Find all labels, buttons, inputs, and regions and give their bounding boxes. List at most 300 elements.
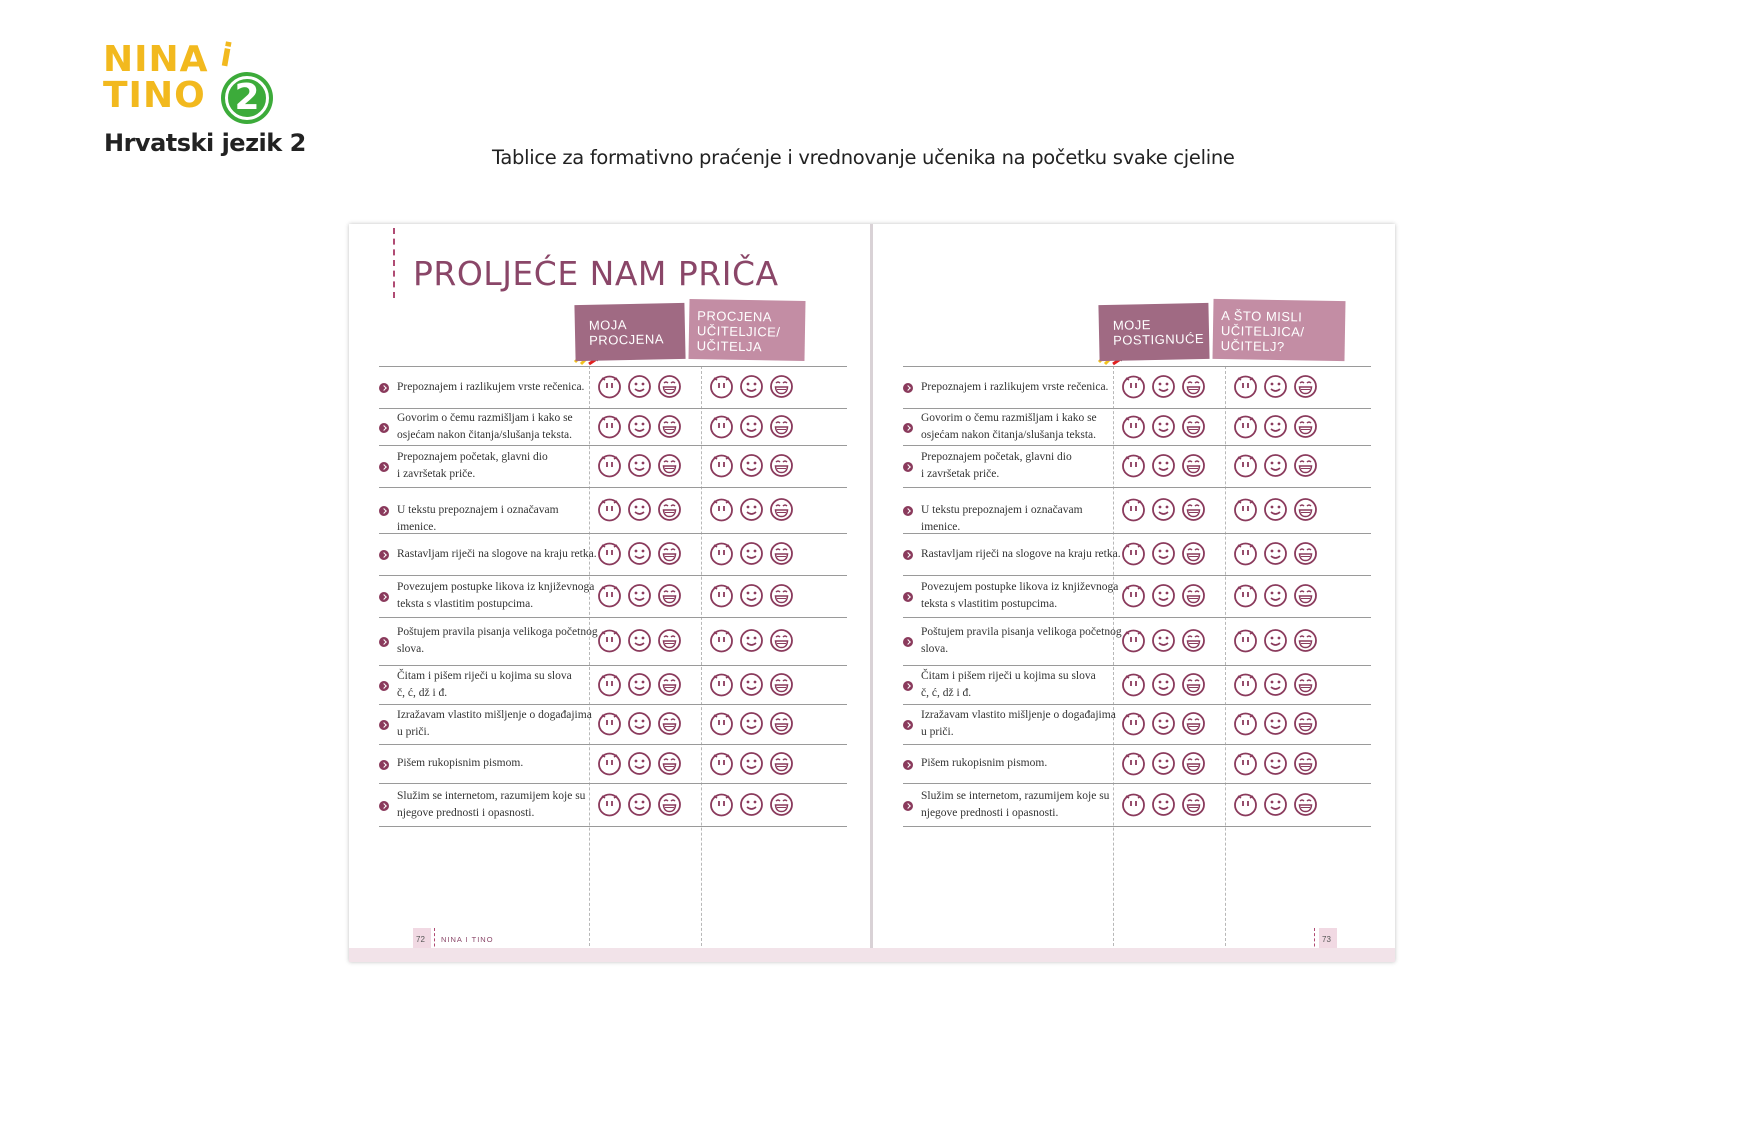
sad-face-icon[interactable]: [597, 497, 622, 522]
neutral-face-icon[interactable]: [1263, 792, 1288, 817]
teacher-assessment-faces: [1233, 792, 1318, 817]
self-assessment-faces: [1121, 541, 1206, 566]
neutral-face-icon[interactable]: [1151, 414, 1176, 439]
neutral-face-icon[interactable]: [739, 497, 764, 522]
happy-face-icon[interactable]: [769, 541, 794, 566]
row-divider: [903, 826, 1371, 827]
table-row: [903, 533, 1371, 575]
neutral-face-icon[interactable]: [739, 628, 764, 653]
row-statement-line: Pišem rukopisnim pismom.: [397, 757, 524, 769]
table-row: [379, 445, 847, 487]
neutral-face-icon[interactable]: [1263, 751, 1288, 776]
sad-face-icon[interactable]: [1233, 583, 1258, 608]
happy-face-icon[interactable]: [1293, 792, 1318, 817]
happy-face-icon[interactable]: [769, 497, 794, 522]
self-assessment-faces: [1121, 453, 1206, 478]
happy-face-icon[interactable]: [1293, 541, 1318, 566]
sad-face-icon[interactable]: [1121, 583, 1146, 608]
row-statement: [397, 788, 599, 822]
row-statement-line: i završetak priče.: [921, 468, 1000, 480]
chevron-right-circle-icon: [903, 550, 913, 560]
happy-face-icon[interactable]: [1181, 583, 1206, 608]
neutral-face-icon[interactable]: [739, 414, 764, 439]
neutral-face-icon[interactable]: [627, 414, 652, 439]
neutral-face-icon[interactable]: [627, 751, 652, 776]
sad-face-icon[interactable]: [597, 751, 622, 776]
self-assessment-faces: [597, 541, 682, 566]
teacher-assessment-faces: [709, 453, 794, 478]
footer-brand: NINA I TINO: [441, 935, 494, 944]
self-assessment-faces: [597, 497, 682, 522]
row-statement-line: Čitam i pišem riječi u kojima su slova: [397, 670, 572, 682]
neutral-face-icon[interactable]: [1263, 374, 1288, 399]
neutral-face-icon[interactable]: [627, 497, 652, 522]
happy-face-icon[interactable]: [657, 414, 682, 439]
happy-face-icon[interactable]: [657, 751, 682, 776]
sad-face-icon[interactable]: [1121, 751, 1146, 776]
happy-face-icon[interactable]: [1293, 453, 1318, 478]
row-statement-line: Prepoznajem i razlikujem vrste rečenica.: [921, 381, 1109, 393]
row-statement-line: i završetak priče.: [397, 468, 476, 480]
unit-title: PROLJEĆE NAM PRIČA: [413, 254, 779, 293]
row-statement-line: U tekstu prepoznajem i označavam imenice.: [397, 504, 559, 533]
sad-face-icon[interactable]: [1233, 453, 1258, 478]
row-statement: [397, 410, 599, 444]
header-tab-line: PROCJENA: [697, 308, 773, 325]
happy-face-icon[interactable]: [769, 672, 794, 697]
neutral-face-icon[interactable]: [739, 711, 764, 736]
row-statement: [921, 788, 1123, 822]
happy-face-icon[interactable]: [657, 374, 682, 399]
teacher-assessment-faces: [1233, 672, 1318, 697]
neutral-face-icon[interactable]: [627, 792, 652, 817]
header-tab-line: UČITELJA: [696, 338, 763, 355]
row-statement: [397, 379, 599, 396]
header-tab-line: MOJE: [1112, 317, 1152, 333]
neutral-face-icon[interactable]: [627, 583, 652, 608]
row-statement: [397, 755, 599, 772]
row-statement-line: Poštujem pravila pisanja velikoga početnog: [921, 626, 1122, 638]
chevron-right-circle-icon: [903, 383, 913, 393]
row-statement-line: slova.: [397, 643, 425, 655]
logo-badge-number: 2: [221, 72, 273, 124]
sad-face-icon[interactable]: [597, 583, 622, 608]
sad-face-icon[interactable]: [1233, 711, 1258, 736]
row-statement: [397, 668, 599, 702]
self-assessment-faces: [597, 751, 682, 776]
row-statement: [921, 410, 1123, 444]
teacher-assessment-faces: [1233, 497, 1318, 522]
sad-face-icon[interactable]: [709, 497, 734, 522]
sad-face-icon[interactable]: [1121, 672, 1146, 697]
header-tab-moja-procjena: [574, 303, 685, 361]
teacher-assessment-faces: [1233, 414, 1318, 439]
happy-face-icon[interactable]: [657, 672, 682, 697]
row-statement: [397, 546, 599, 563]
happy-face-icon[interactable]: [1181, 414, 1206, 439]
neutral-face-icon[interactable]: [1151, 497, 1176, 522]
table-row: [903, 617, 1371, 665]
row-statement-line: u priči.: [397, 726, 430, 738]
chevron-right-circle-icon: [903, 462, 913, 472]
sad-face-icon[interactable]: [1121, 711, 1146, 736]
happy-face-icon[interactable]: [1181, 711, 1206, 736]
logo-word-nina: NINA: [103, 39, 209, 80]
page-bottom-band: [349, 948, 1395, 962]
happy-face-icon[interactable]: [1181, 672, 1206, 697]
subject-title: Hrvatski jezik 2: [104, 129, 306, 157]
chevron-right-circle-icon: [903, 423, 913, 433]
table-row: [379, 665, 847, 704]
sad-face-icon[interactable]: [597, 541, 622, 566]
table-row: [903, 408, 1371, 445]
teacher-assessment-faces: [1233, 374, 1318, 399]
row-statement: [397, 449, 599, 483]
teacher-assessment-faces: [709, 711, 794, 736]
neutral-face-icon[interactable]: [1151, 374, 1176, 399]
teacher-assessment-faces: [1233, 453, 1318, 478]
row-statement-line: osjećam nakon čitanja/slušanja teksta.: [397, 429, 572, 441]
neutral-face-icon[interactable]: [627, 453, 652, 478]
happy-face-icon[interactable]: [1181, 497, 1206, 522]
table-row: [379, 366, 847, 408]
teacher-assessment-faces: [709, 541, 794, 566]
row-statement-line: Čitam i pišem riječi u kojima su slova: [921, 670, 1096, 682]
row-statement-line: Rastavljam riječi na slogove na kraju retka.: [397, 548, 597, 560]
teacher-assessment-faces: [709, 497, 794, 522]
chevron-right-circle-icon: [379, 760, 389, 770]
row-statement: [921, 624, 1123, 658]
table-row: [379, 704, 847, 744]
chevron-right-circle-icon: [379, 423, 389, 433]
happy-face-icon[interactable]: [1293, 497, 1318, 522]
happy-face-icon[interactable]: [769, 792, 794, 817]
row-statement-line: Izražavam vlastito mišljenje o događajima: [921, 709, 1116, 721]
neutral-face-icon[interactable]: [1151, 792, 1176, 817]
neutral-face-icon[interactable]: [627, 541, 652, 566]
header-tab-procjena-uciteljice: [688, 299, 805, 361]
chevron-right-circle-icon: [379, 637, 389, 647]
happy-face-icon[interactable]: [1293, 414, 1318, 439]
happy-face-icon[interactable]: [1181, 628, 1206, 653]
self-assessment-faces: [1121, 628, 1206, 653]
header-tab-line: MOJA: [588, 317, 628, 333]
sad-face-icon[interactable]: [1233, 374, 1258, 399]
chevron-right-circle-icon: [379, 462, 389, 472]
sad-face-icon[interactable]: [1121, 497, 1146, 522]
sad-face-icon[interactable]: [1233, 414, 1258, 439]
self-assessment-faces: [1121, 672, 1206, 697]
sad-face-icon[interactable]: [1121, 541, 1146, 566]
sad-face-icon[interactable]: [597, 628, 622, 653]
happy-face-icon[interactable]: [769, 414, 794, 439]
sad-face-icon[interactable]: [1233, 541, 1258, 566]
happy-face-icon[interactable]: [657, 497, 682, 522]
table-row: [379, 783, 847, 826]
table-row: [379, 408, 847, 445]
teacher-assessment-faces: [1233, 711, 1318, 736]
row-statement: [397, 624, 599, 658]
teacher-assessment-faces: [1233, 751, 1318, 776]
neutral-face-icon[interactable]: [1151, 628, 1176, 653]
chevron-right-circle-icon: [903, 801, 913, 811]
neutral-face-icon[interactable]: [739, 374, 764, 399]
happy-face-icon[interactable]: [657, 583, 682, 608]
self-assessment-faces: [1121, 414, 1206, 439]
sad-face-icon[interactable]: [597, 374, 622, 399]
neutral-face-icon[interactable]: [627, 374, 652, 399]
neutral-face-icon[interactable]: [1151, 711, 1176, 736]
neutral-face-icon[interactable]: [739, 672, 764, 697]
self-assessment-faces: [1121, 792, 1206, 817]
happy-face-icon[interactable]: [1181, 541, 1206, 566]
row-statement-line: Povezujem postupke likova iz književnoga: [397, 581, 595, 593]
neutral-face-icon[interactable]: [1263, 628, 1288, 653]
row-statement: [397, 707, 599, 741]
row-statement-line: njegove prednosti i opasnosti.: [397, 807, 535, 819]
happy-face-icon[interactable]: [657, 628, 682, 653]
header-tab-line: UČITELJ?: [1220, 337, 1285, 355]
row-statement: [921, 379, 1123, 396]
table-row: [903, 665, 1371, 704]
row-statement-line: Služim se internetom, razumijem koje su: [397, 790, 586, 802]
neutral-face-icon[interactable]: [739, 583, 764, 608]
row-statement: [397, 579, 599, 613]
sad-face-icon[interactable]: [709, 541, 734, 566]
row-statement-line: teksta s vlastitim postupcima.: [397, 598, 534, 610]
table-row: [903, 366, 1371, 408]
page-number: 73: [1322, 935, 1331, 944]
happy-face-icon[interactable]: [1181, 792, 1206, 817]
self-assessment-faces: [1121, 711, 1206, 736]
sad-face-icon[interactable]: [709, 792, 734, 817]
self-assessment-faces: [597, 672, 682, 697]
right-page: [873, 224, 1395, 962]
happy-face-icon[interactable]: [1293, 583, 1318, 608]
chevron-right-circle-icon: [903, 637, 913, 647]
neutral-face-icon[interactable]: [1263, 453, 1288, 478]
table-row: [379, 533, 847, 575]
neutral-face-icon[interactable]: [1151, 672, 1176, 697]
row-statement-line: Pišem rukopisnim pismom.: [921, 757, 1048, 769]
neutral-face-icon[interactable]: [1151, 583, 1176, 608]
row-statement: [397, 502, 599, 536]
chevron-right-circle-icon: [379, 592, 389, 602]
self-assessment-faces: [597, 628, 682, 653]
neutral-face-icon[interactable]: [1151, 751, 1176, 776]
neutral-face-icon[interactable]: [1263, 711, 1288, 736]
happy-face-icon[interactable]: [1181, 751, 1206, 776]
teacher-assessment-faces: [709, 583, 794, 608]
teacher-assessment-faces: [709, 374, 794, 399]
happy-face-icon[interactable]: [769, 583, 794, 608]
nina-i-tino-logo: [103, 35, 293, 122]
row-statement-line: Služim se internetom, razumijem koje su: [921, 790, 1110, 802]
table-row: [903, 445, 1371, 487]
row-statement-line: Govorim o čemu razmišljam i kako se: [397, 412, 573, 424]
chevron-right-circle-icon: [379, 383, 389, 393]
row-statement: [921, 502, 1123, 536]
table-row: [903, 487, 1371, 533]
sad-face-icon[interactable]: [1121, 374, 1146, 399]
happy-face-icon[interactable]: [657, 792, 682, 817]
chevron-right-circle-icon: [903, 760, 913, 770]
row-statement-line: slova.: [921, 643, 949, 655]
chevron-right-circle-icon: [903, 720, 913, 730]
row-statement-line: Rastavljam riječi na slogove na kraju retka.: [921, 548, 1121, 560]
self-assessment-faces: [1121, 751, 1206, 776]
happy-face-icon[interactable]: [1293, 672, 1318, 697]
row-statement-line: Izražavam vlastito mišljenje o događajima: [397, 709, 592, 721]
table-row: [379, 487, 847, 533]
happy-face-icon[interactable]: [1293, 711, 1318, 736]
self-assessment-faces: [597, 414, 682, 439]
row-statement-line: Govorim o čemu razmišljam i kako se: [921, 412, 1097, 424]
sad-face-icon[interactable]: [1121, 453, 1146, 478]
row-statement-line: č, ć, dž i đ.: [921, 687, 972, 699]
sad-face-icon[interactable]: [1233, 628, 1258, 653]
sad-face-icon[interactable]: [1233, 751, 1258, 776]
neutral-face-icon[interactable]: [627, 628, 652, 653]
teacher-assessment-faces: [709, 751, 794, 776]
chevron-right-circle-icon: [903, 681, 913, 691]
teacher-assessment-faces: [1233, 541, 1318, 566]
teacher-assessment-faces: [1233, 583, 1318, 608]
table-row: [379, 617, 847, 665]
row-statement: [921, 668, 1123, 702]
sad-face-icon[interactable]: [597, 672, 622, 697]
neutral-face-icon[interactable]: [1263, 583, 1288, 608]
teacher-assessment-faces: [709, 414, 794, 439]
neutral-face-icon[interactable]: [739, 751, 764, 776]
self-assessment-faces: [597, 453, 682, 478]
happy-face-icon[interactable]: [1293, 751, 1318, 776]
happy-face-icon[interactable]: [769, 374, 794, 399]
row-statement-line: Prepoznajem i razlikujem vrste rečenica.: [397, 381, 585, 393]
row-statement: [921, 755, 1123, 772]
header-tab-line: UČITELJICA/: [1220, 322, 1305, 340]
neutral-face-icon[interactable]: [1263, 541, 1288, 566]
happy-face-icon[interactable]: [1181, 453, 1206, 478]
sad-face-icon[interactable]: [709, 711, 734, 736]
row-divider: [379, 826, 847, 827]
page-caption: Tablice za formativno praćenje i vrednovanje učenika na početku svake cjeline: [492, 146, 1235, 169]
happy-face-icon[interactable]: [1181, 374, 1206, 399]
row-statement: [921, 579, 1123, 613]
row-statement-line: Prepoznajem početak, glavni dio: [921, 451, 1072, 463]
row-statement: [921, 546, 1123, 563]
table-row: [903, 704, 1371, 744]
teacher-assessment-faces: [709, 672, 794, 697]
header-tab-line: PROCJENA: [589, 331, 665, 348]
row-statement-line: U tekstu prepoznajem i označavam imenice.: [921, 504, 1083, 533]
sad-face-icon[interactable]: [709, 374, 734, 399]
sad-face-icon[interactable]: [597, 414, 622, 439]
neutral-face-icon[interactable]: [1263, 414, 1288, 439]
header-tab-a-sto-misli: [1212, 299, 1345, 361]
teacher-assessment-faces: [1233, 628, 1318, 653]
chevron-right-circle-icon: [379, 801, 389, 811]
left-page: [349, 224, 871, 962]
happy-face-icon[interactable]: [769, 453, 794, 478]
table-row: [903, 783, 1371, 826]
row-statement: [921, 707, 1123, 741]
table-row: [903, 575, 1371, 617]
chevron-right-circle-icon: [379, 720, 389, 730]
happy-face-icon[interactable]: [657, 541, 682, 566]
neutral-face-icon[interactable]: [739, 453, 764, 478]
neutral-face-icon[interactable]: [1151, 453, 1176, 478]
header-tab-line: A ŠTO MISLI: [1221, 307, 1303, 325]
sad-face-icon[interactable]: [1233, 672, 1258, 697]
neutral-face-icon[interactable]: [627, 711, 652, 736]
row-statement-line: teksta s vlastitim postupcima.: [921, 598, 1058, 610]
table-row: [379, 575, 847, 617]
sad-face-icon[interactable]: [1121, 628, 1146, 653]
sad-face-icon[interactable]: [597, 792, 622, 817]
row-statement-line: osjećam nakon čitanja/slušanja teksta.: [921, 429, 1096, 441]
row-statement-line: Prepoznajem početak, glavni dio: [397, 451, 548, 463]
self-assessment-faces: [1121, 583, 1206, 608]
happy-face-icon[interactable]: [769, 711, 794, 736]
sad-face-icon[interactable]: [709, 628, 734, 653]
neutral-face-icon[interactable]: [1151, 541, 1176, 566]
self-assessment-faces: [1121, 374, 1206, 399]
sad-face-icon[interactable]: [709, 751, 734, 776]
happy-face-icon[interactable]: [657, 453, 682, 478]
neutral-face-icon[interactable]: [739, 541, 764, 566]
row-statement-line: Povezujem postupke likova iz književnoga: [921, 581, 1119, 593]
header-tab-line: POSTIGNUĆE: [1113, 330, 1205, 348]
happy-face-icon[interactable]: [769, 628, 794, 653]
row-statement: [921, 449, 1123, 483]
sad-face-icon[interactable]: [709, 453, 734, 478]
neutral-face-icon[interactable]: [1263, 497, 1288, 522]
neutral-face-icon[interactable]: [627, 672, 652, 697]
chevron-right-circle-icon: [379, 681, 389, 691]
title-dash-decoration: [393, 228, 395, 298]
row-statement-line: njegove prednosti i opasnosti.: [921, 807, 1059, 819]
row-statement-line: č, ć, dž i đ.: [397, 687, 448, 699]
sad-face-icon[interactable]: [597, 711, 622, 736]
table-row: [379, 744, 847, 783]
self-assessment-faces: [597, 792, 682, 817]
row-statement-line: Poštujem pravila pisanja velikoga početnog: [397, 626, 598, 638]
neutral-face-icon[interactable]: [739, 792, 764, 817]
sad-face-icon[interactable]: [1121, 792, 1146, 817]
sad-face-icon[interactable]: [709, 414, 734, 439]
table-row: [903, 744, 1371, 783]
header-tab-line: UČITELJICE/: [696, 323, 781, 340]
sad-face-icon[interactable]: [709, 672, 734, 697]
happy-face-icon[interactable]: [657, 711, 682, 736]
happy-face-icon[interactable]: [1293, 374, 1318, 399]
teacher-assessment-faces: [709, 628, 794, 653]
chevron-right-circle-icon: [379, 506, 389, 516]
chevron-right-circle-icon: [903, 592, 913, 602]
sad-face-icon[interactable]: [1233, 792, 1258, 817]
logo-word-tino: TINO: [103, 75, 206, 116]
sad-face-icon[interactable]: [597, 453, 622, 478]
self-assessment-faces: [1121, 497, 1206, 522]
neutral-face-icon[interactable]: [1263, 672, 1288, 697]
happy-face-icon[interactable]: [1293, 628, 1318, 653]
sad-face-icon[interactable]: [709, 583, 734, 608]
happy-face-icon[interactable]: [769, 751, 794, 776]
page-number: 72: [416, 935, 425, 944]
sad-face-icon[interactable]: [1233, 497, 1258, 522]
sad-face-icon[interactable]: [1121, 414, 1146, 439]
